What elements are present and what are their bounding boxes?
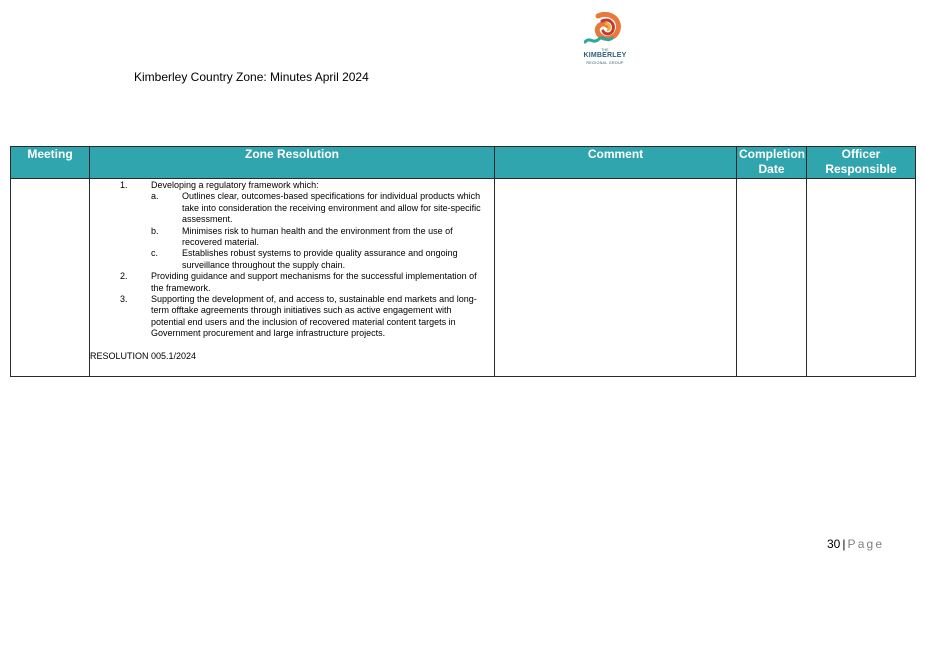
column-header-zone-resolution: Zone Resolution: [90, 147, 495, 179]
page-footer: [827, 537, 884, 551]
resolution-reference: RESOLUTION 005.1/2024: [90, 350, 197, 361]
table-header-row: [11, 147, 916, 179]
completion-date-cell: [737, 179, 807, 377]
officer-responsible-cell: [807, 179, 916, 377]
resolution-item-3: 3. Supporting the development of, and access to, sustainable end markets and long-term offtake agreements through initiatives such as active engagement with potential end users and the inclusion of recovered material content targets in Government procurement and large infrastructure projects.: [120, 294, 477, 339]
kimberley-regional-group-logo: [578, 12, 632, 68]
resolution-subitem-b: b. Minimises risk to human health and the environment from the use of recovered material.: [151, 225, 453, 248]
zone-resolution-cell: [90, 179, 495, 377]
resolution-subitem-c: c. Establishes robust systems to provide quality assurance and ongoing surveillance throughout the supply chain.: [151, 248, 458, 270]
logo-name-text: KIMBERLEY: [583, 52, 627, 59]
column-header-officer-responsible: Officer Responsible: [807, 147, 916, 179]
logo-subtitle-text: REGIONAL GROUP: [586, 61, 624, 65]
page-number: 30: [827, 537, 841, 551]
minutes-table: [10, 146, 916, 377]
resolution-item-1: 1. Developing a regulatory framework which:: [120, 180, 319, 190]
resolution-subitem-a: a. Outlines clear, outcomes-based specifications for individual products which take into consideration the receiving environment and allow for site-specific assessment.: [151, 191, 481, 225]
document-header-title: Kimberley Country Zone: Minutes April 2024: [134, 70, 369, 84]
column-header-completion-date: Completion Date: [737, 147, 807, 179]
page-separator: |: [842, 537, 846, 551]
page-label: Page: [847, 537, 885, 551]
logo-the-text: THE: [601, 48, 609, 52]
table-row: [11, 179, 916, 377]
comment-cell: [495, 179, 737, 377]
column-header-comment: Comment: [495, 147, 737, 179]
resolution-item-2: 2. Providing guidance and support mechanisms for the successful implementation of the framework.: [120, 271, 477, 293]
meeting-cell: [11, 179, 90, 377]
logo-swirl-icon: [584, 12, 626, 48]
column-header-meeting: Meeting: [11, 147, 90, 179]
